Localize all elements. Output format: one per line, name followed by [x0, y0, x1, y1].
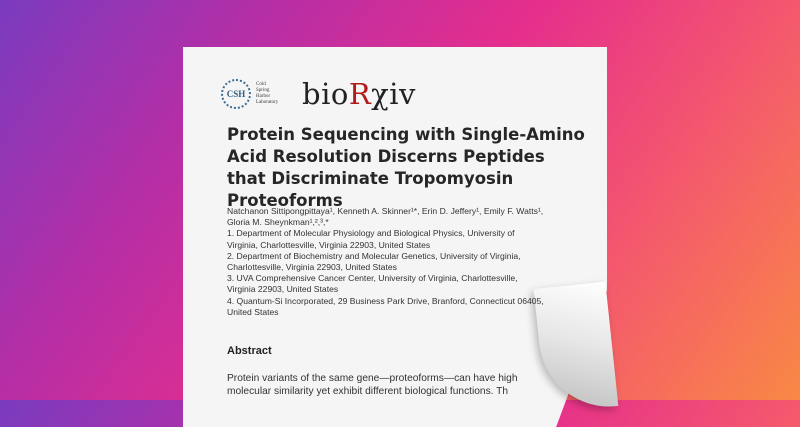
paper-title: Protein Sequencing with Single-Amino Acid Resolution Discerns Peptides that Discriminate Tropomyosin Proteoforms: [227, 125, 585, 210]
csh-org-line: Harbor: [256, 94, 271, 99]
affiliation-line: Virginia, Charlottesville, Virginia 22903, United States: [227, 239, 431, 250]
csh-org-line: Laboratory: [256, 100, 279, 105]
abstract-line: molecular similarity yet exhibit different biological functions. Th: [227, 386, 509, 397]
affiliation-line: Charlottesville, Virginia 22903, United States: [227, 262, 397, 273]
affiliation-line: 2. Department of Biochemistry and Molecular Genetics, University of Virginia,: [227, 250, 521, 261]
author-affiliations: [227, 206, 572, 318]
csh-seal-logo: [221, 79, 251, 109]
abstract-heading: Abstract: [227, 345, 272, 357]
author-line: Natchanon Sittipongpittaya¹, Kenneth A. Skinner¹*, Erin D. Jeffery¹, Emily F. Watts¹,: [227, 206, 544, 216]
brand-pre: bio: [302, 77, 349, 111]
brand-post: χiv: [371, 77, 416, 111]
csh-org-name: [256, 82, 288, 106]
affiliation-line: Virginia 22903, United States: [227, 284, 339, 295]
csh-seal-text: CSH: [226, 89, 246, 99]
abstract-text: [227, 372, 547, 398]
affiliation-line: 1. Department of Molecular Physiology and Biological Physics, University of: [227, 228, 515, 239]
biorxiv-logo: [302, 77, 416, 111]
csh-org-line: Cold: [256, 82, 266, 87]
affiliation-line: 4. Quantum-Si Incorporated, 29 Business Park Drive, Branford, Connecticut 06405,: [227, 295, 544, 306]
csh-org-line: Spring: [256, 88, 270, 93]
author-line: Gloria M. Sheynkman¹,²,³,*: [227, 217, 329, 228]
brand-r: R: [348, 77, 372, 111]
affiliation-line: United States: [227, 306, 279, 317]
abstract-line: Protein variants of the same gene—proteoforms—can have high: [227, 373, 518, 384]
logo-row: [221, 77, 416, 111]
affiliation-line: 3. UVA Comprehensive Cancer Center, University of Virginia, Charlottesville,: [227, 273, 518, 284]
